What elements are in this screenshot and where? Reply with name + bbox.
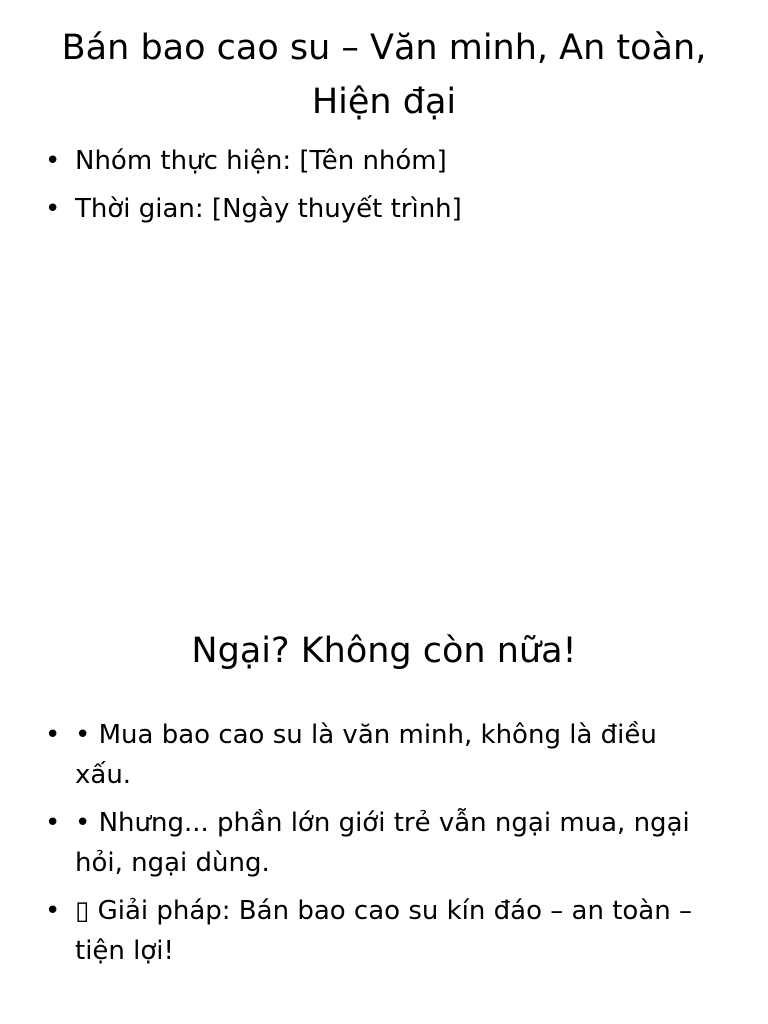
bullet-icon: •: [45, 146, 61, 176]
bullet-icon: •: [45, 194, 61, 224]
list-item: [45, 803, 715, 883]
bullet-text: • Nhưng... phần lớn giới trẻ vẫn ngại mua, ngại hỏi, ngại dùng.: [75, 808, 690, 878]
bullet-text: Nhóm thực hiện: [Tên nhóm]: [75, 146, 447, 176]
bullet-text: ▯ Giải pháp: Bán bao cao su kín đáo – an toàn – tiện lợi!: [75, 896, 692, 966]
bullet-list: [45, 715, 715, 979]
bullet-icon: •: [45, 896, 61, 926]
bullet-icon: •: [45, 808, 61, 838]
slide-title: Bán bao cao su – Văn minh, An toàn, Hiện đại: [61, 28, 707, 122]
bullet-text: Thời gian: [Ngày thuyết trình]: [75, 194, 462, 224]
list-item: [45, 189, 715, 229]
bullet-list: [45, 141, 715, 237]
bullet-icon: •: [45, 720, 61, 750]
list-item: [45, 891, 715, 971]
list-item: [45, 141, 715, 181]
slide-title: Ngại? Không còn nữa!: [191, 631, 577, 671]
list-item: [45, 715, 715, 795]
bullet-text: • Mua bao cao su là văn minh, không là điều xấu.: [75, 720, 657, 790]
slide-2: [0, 512, 768, 1024]
